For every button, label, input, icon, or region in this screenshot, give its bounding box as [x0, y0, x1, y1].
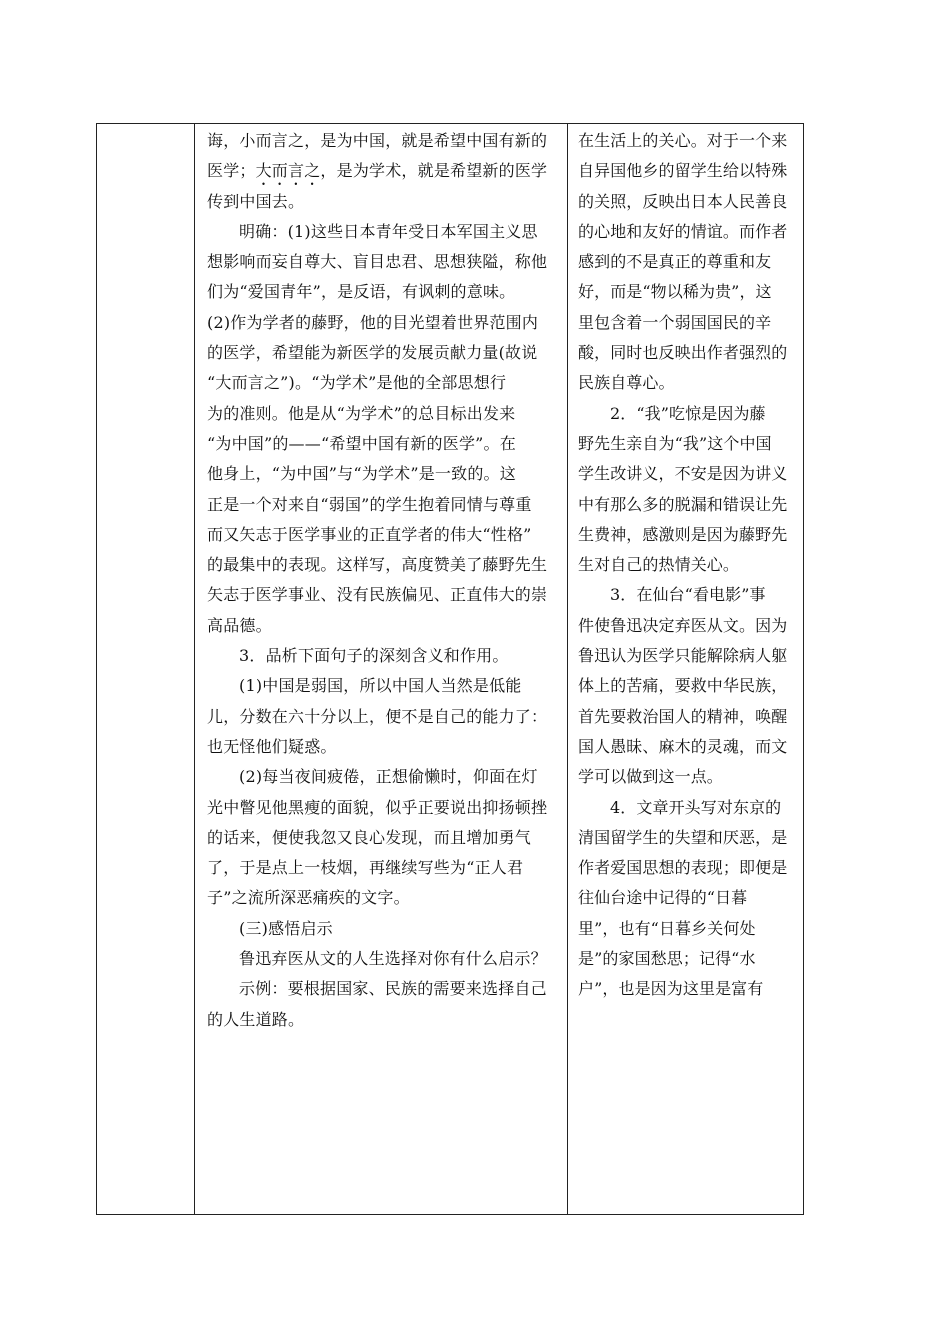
right-column-text-line: 3．在仙台“看电影”事: [610, 585, 766, 605]
middle-column-text-line: (1)中国是弱国，所以中国人当然是低能: [239, 676, 522, 696]
left-empty-column: [97, 124, 195, 1214]
right-column-text-line: 2．“我”吃惊是因为藤: [610, 403, 766, 423]
middle-column-text-line: 他身上，“为中国”与“为学术”是一致的。这: [207, 464, 516, 484]
middle-column-text-line: 而又矢志于医学事业的正直学者的伟大“性格”: [207, 524, 532, 544]
content-table: [96, 123, 804, 1215]
right-column-text-line: 的关照，反映出日本人民善良: [578, 191, 788, 211]
right-column-text-line: 自异国他乡的留学生给以特殊: [578, 161, 788, 181]
middle-column-text-line: 们为“爱国青年”，是反语，有讽刺的意味。: [207, 282, 516, 302]
emphasized-phrase: 大而言之: [255, 161, 321, 181]
middle-column-text-line: 高品德。: [207, 615, 272, 635]
right-column-text-line: 酸，同时也反映出作者强烈的: [578, 343, 788, 363]
right-column-text-line: 体上的苦痛，要救中华民族，: [578, 676, 788, 696]
middle-text-column: [195, 124, 568, 1214]
right-column-text-line: 的心地和友好的情谊。而作者: [578, 221, 788, 241]
middle-column-text-line: 正是一个对来自“弱国”的学生抱着同情与尊重: [207, 494, 532, 514]
middle-column-text-line: 示例：要根据国家、民族的需要来选择自己: [239, 979, 547, 999]
middle-column-text-line: 想影响而妄自尊大、盲目忠君、思想狭隘，称他: [207, 252, 548, 272]
middle-column-text-line: 的人生道路。: [207, 1009, 305, 1029]
right-column-text-line: 中有那么多的脱漏和错误让先: [578, 494, 788, 514]
right-column-text-line: 里”，也有“日暮乡关何处: [578, 918, 756, 938]
right-column-text-line: 国人愚昧、麻木的灵魂，而文: [578, 736, 788, 756]
middle-column-text-line: 的话来，便使我忽又良心发现，而且增加勇气: [207, 827, 532, 847]
right-column-text-line: 好，而是“物以稀为贵”，这: [578, 282, 772, 302]
right-text-column: [568, 124, 803, 1214]
middle-column-text-line: (2)作为学者的藤野，他的目光望着世界范围内: [207, 312, 539, 332]
middle-column-text-line: 明确：(1)这些日本青年受日本军国主义思: [239, 221, 538, 241]
right-column-text-line: 在生活上的关心。对于一个来: [578, 131, 788, 150]
middle-column-text-line: “为中国”的——“希望中国有新的医学”。在: [207, 433, 516, 453]
middle-column-text-line: 诲，小而言之，是为中国，就是希望中国有新的: [207, 131, 548, 150]
right-column-text-line: 首先要救治国人的精神，唤醒: [578, 706, 788, 726]
right-column-text-line: 清国留学生的失望和厌恶，是: [578, 827, 788, 847]
right-column-text-line: 鲁迅认为医学只能解除病人躯: [578, 646, 788, 666]
middle-column-text-line: 为的准则。他是从“为学术”的总目标出发来: [207, 403, 516, 423]
right-column-text-line: 往仙台途中记得的“日暮: [578, 888, 748, 908]
middle-column-text-line: (2)每当夜间疲倦，正想偷懒时，仰面在灯: [239, 767, 538, 787]
right-column-text-line: 生费神，感激则是因为藤野先: [578, 524, 788, 544]
right-column-text-line: 里包含着一个弱国国民的辛: [578, 312, 772, 332]
middle-column-text-line: 的最集中的表现。这样写，高度赞美了藤野先生: [207, 555, 548, 575]
middle-column-text-line: 鲁迅弃医从文的人生选择对你有什么启示？: [239, 949, 547, 969]
right-column-text-line: 民族自尊心。: [578, 373, 675, 393]
right-column-text-line: 感到的不是真正的尊重和友: [578, 252, 772, 272]
middle-column-text-line: 儿，分数在六十分以上，便不是自己的能力了：: [207, 706, 548, 726]
right-column-text-line: 学可以做到这一点。: [578, 767, 723, 787]
middle-column-text-line: 医学；大而言之，是为学术，就是希望新的医学: [207, 161, 548, 181]
right-column-text-line: 户”，也是因为这里是富有: [578, 979, 764, 999]
middle-column-text-line: 矢志于医学事业、没有民族偏见、正直伟大的崇: [207, 585, 548, 605]
middle-column-text-line: 传到中国去。: [207, 191, 305, 211]
middle-column-text-line: “大而言之”)。“为学术”是他的全部思想行: [207, 373, 507, 393]
middle-column-text-line: 子”之流所深恶痛疾的文字。: [207, 888, 410, 908]
middle-column-text-line: 了，于是点上一枝烟，再继续写些为“正人君: [207, 858, 524, 878]
right-column-text-line: 野先生亲自为“我”这个中国: [578, 433, 772, 453]
middle-column-text-line: 光中瞥见他黑瘦的面貌，似乎正要说出抑扬顿挫: [207, 797, 548, 817]
right-column-text-line: 作者爱国思想的表现；即便是: [578, 858, 788, 878]
right-column-text-line: 是”的家国愁思；记得“水: [578, 949, 756, 969]
right-column-text-line: 学生改讲义，不安是因为讲义: [578, 464, 788, 484]
right-column-text-line: 4．文章开头写对东京的: [610, 797, 782, 817]
middle-column-text-line: 也无怪他们疑惑。: [207, 736, 337, 756]
middle-column-text-line: (三)感悟启示: [239, 918, 333, 938]
right-column-text-line: 生对自己的热情关心。: [578, 555, 740, 575]
middle-column-text-line: 3．品析下面句子的深刻含义和作用。: [239, 646, 509, 666]
right-column-text-line: 件使鲁迅决定弃医从文。因为: [578, 615, 788, 635]
middle-column-text-line: 的医学，希望能为新医学的发展贡献力量(故说: [207, 343, 538, 363]
